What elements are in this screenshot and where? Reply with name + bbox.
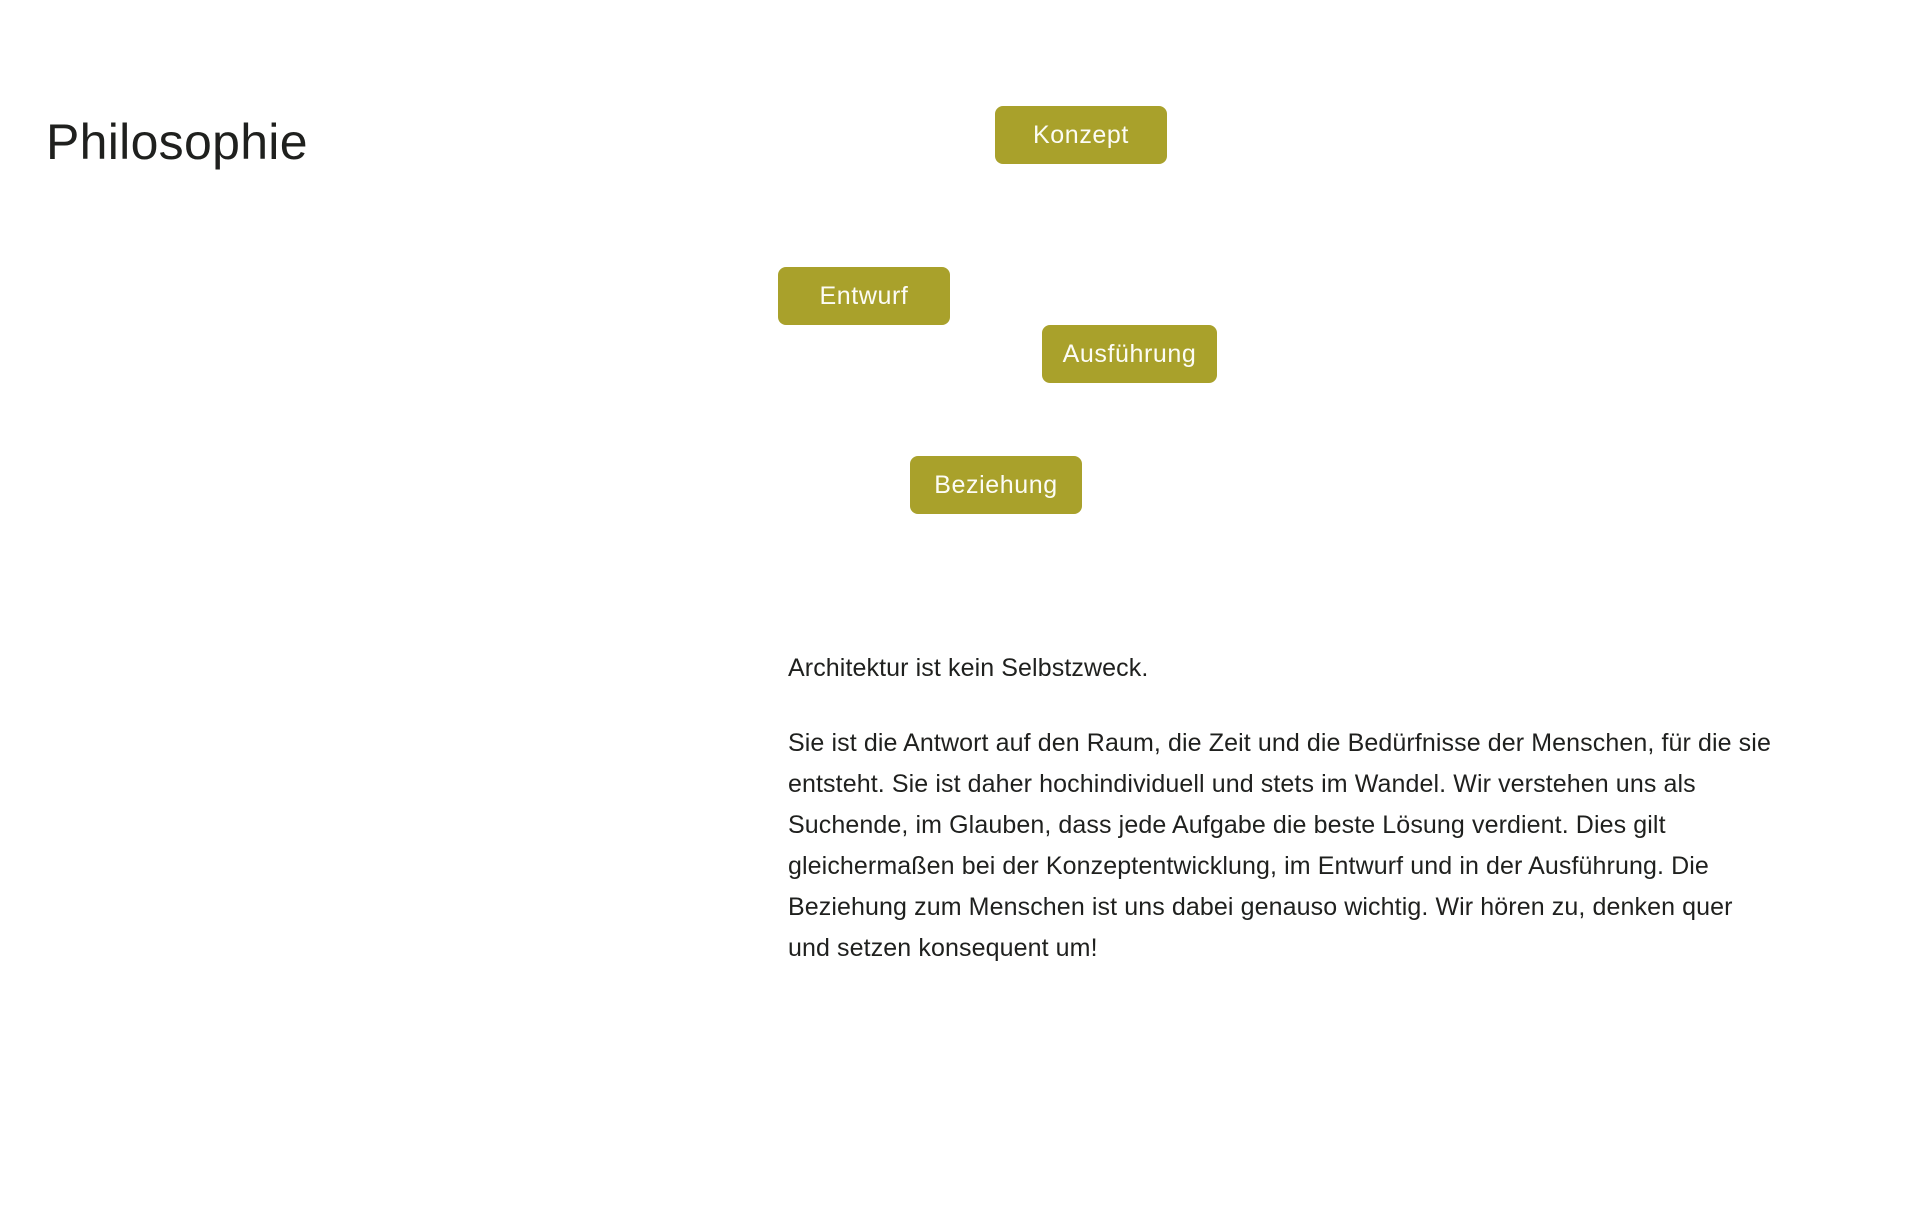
body-paragraph: Sie ist die Antwort auf den Raum, die Zeit und die Bedürfnisse der Menschen, für die sie entsteht. Sie ist daher hochindividuell und stets im Wandel. Wir verstehen uns als Suchende, im Glauben, dass jede Aufgabe die beste Lösung verdient. Dies gilt gleichermaßen bei der Konzeptentwicklung, im Entwurf und in der Ausführung. Die Beziehung zum Menschen ist uns dabei genauso wichtig. Wir hören zu, denken quer und setzen konsequent um! (788, 729, 1771, 962)
tag-button-beziehung[interactable]: Beziehung (910, 456, 1082, 514)
tag-button-entwurf[interactable]: Entwurf (778, 267, 950, 325)
lead-sentence: Architektur ist kein Selbstzweck. (788, 654, 1149, 682)
tag-button-konzept[interactable]: Konzept (995, 106, 1167, 164)
tag-button-ausfuehrung[interactable]: Ausführung (1042, 325, 1217, 383)
page-title: Philosophie (46, 114, 308, 170)
philosophy-text-block (788, 648, 1773, 969)
